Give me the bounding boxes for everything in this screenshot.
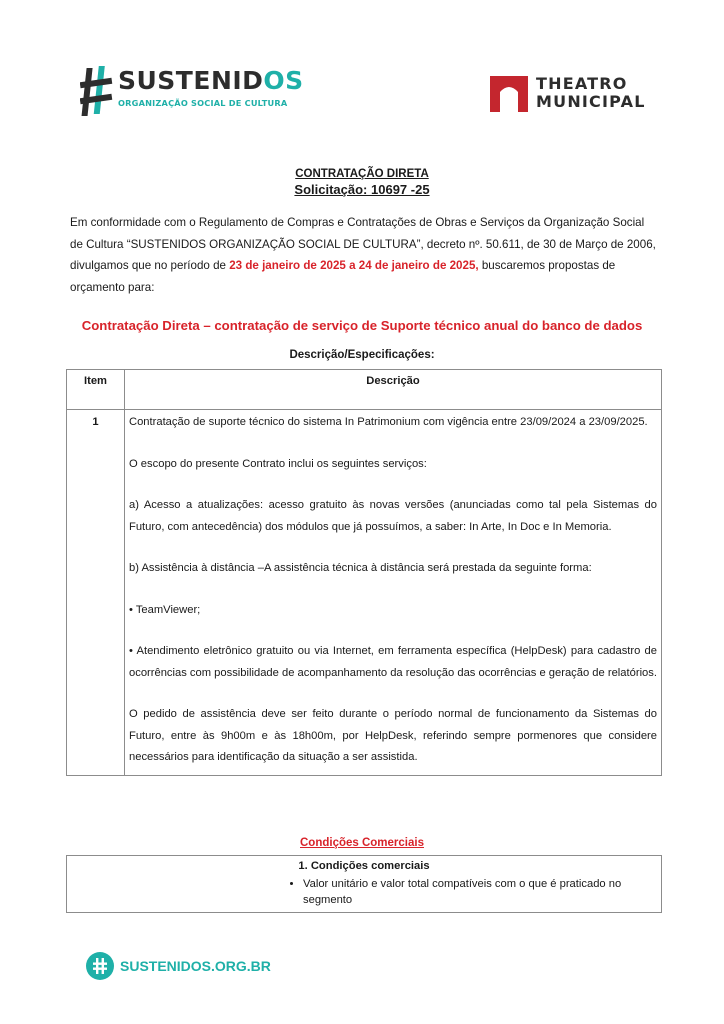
- description-paragraph: • Atendimento eletrônico gratuito ou via Internet, em ferramenta específica (HelpDesk) para cadastro de ocorrências com possibilidade de acompanhamento da resolução das ocorrências e geração de relatórios.: [129, 645, 657, 679]
- list-item: • Valor unitário e valor total compatíveis com o que é praticado no segmento: [303, 876, 651, 908]
- sustenidos-logo: [80, 64, 304, 124]
- conditions-title: Condições Comerciais: [300, 837, 424, 849]
- table-row: [67, 410, 662, 776]
- spec-heading: Descrição/Especificações:: [289, 349, 435, 361]
- theatro-wordmark: THEATRO MUNICIPAL: [536, 74, 646, 111]
- items-table: [66, 369, 662, 776]
- conditions-heading: 1. Condições comerciais: [67, 856, 662, 875]
- conditions-body: [67, 874, 662, 913]
- description-paragraph: a) Acesso a atualizações: acesso gratuito às novas versões (anunciadas como tal pela Sistemas do Futuro, com antecedência) dos módulos que já possuímos, a saber: In Arte, In Doc e In Memoria.: [129, 499, 657, 533]
- intro-paragraph: Em conformidade com o Regulamento de Compras e Contratações de Obras e Serviços da Organização Social de Cultura “SUSTENIDOS ORGANIZAÇÃO SOCIAL DE CULTURA”, decreto nº. 50.611, de 30 de Março de 2006, divulgamos que no período de 23 de janeiro de 2025 a 24 de janeiro de 2025, buscaremos propostas de orçamento para:: [70, 216, 656, 294]
- solicitation-number: Solicitação: 10697 -25: [294, 182, 430, 197]
- header-description: Descrição: [125, 370, 662, 410]
- footer-url[interactable]: SUSTENIDOS.ORG.BR: [120, 958, 271, 974]
- description-paragraph: b) Assistência à distância –A assistência técnica à distância será prestada da seguinte forma:: [129, 562, 592, 574]
- theatro-municipal-logo: [488, 72, 658, 118]
- period-highlight: 23 de janeiro de 2025 a 24 de janeiro de 2025,: [229, 259, 479, 272]
- hash-circle-icon: [86, 952, 114, 980]
- conditions-table: [66, 855, 662, 913]
- description-paragraph: • TeamViewer;: [129, 603, 201, 616]
- description-paragraph: O escopo do presente Contrato inclui os seguintes serviços:: [129, 457, 427, 470]
- header-item: Item: [67, 370, 125, 410]
- conditions-list: [285, 876, 651, 908]
- description-paragraph: O pedido de assistência deve ser feito durante o período normal de funcionamento da Sistemas do Futuro, entre às 9h00m e às 18h00m, por HelpDesk, referindo sempre pormenores que considere necessários para identificação da situação a ser assistida.: [129, 708, 657, 763]
- item-description: [125, 410, 662, 776]
- document-title: CONTRATAÇÃO DIRETA: [295, 168, 429, 180]
- item-number: 1: [67, 410, 125, 776]
- footer: [86, 952, 286, 982]
- theatro-arch-icon: [488, 72, 530, 114]
- description-paragraph: Contratação de suporte técnico do sistema In Patrimonium com vigência entre 23/09/2024 a 23/09/2025.: [129, 416, 648, 428]
- logo-wordmark: SUSTENIDOS: [118, 66, 304, 95]
- hash-icon: [80, 64, 114, 118]
- logo-subtitle: ORGANIZAÇÃO SOCIAL DE CULTURA: [118, 98, 288, 108]
- subject-heading: Contratação Direta – contratação de serviço de Suporte técnico anual do banco de dados: [81, 318, 643, 333]
- table-header-row: [67, 370, 662, 410]
